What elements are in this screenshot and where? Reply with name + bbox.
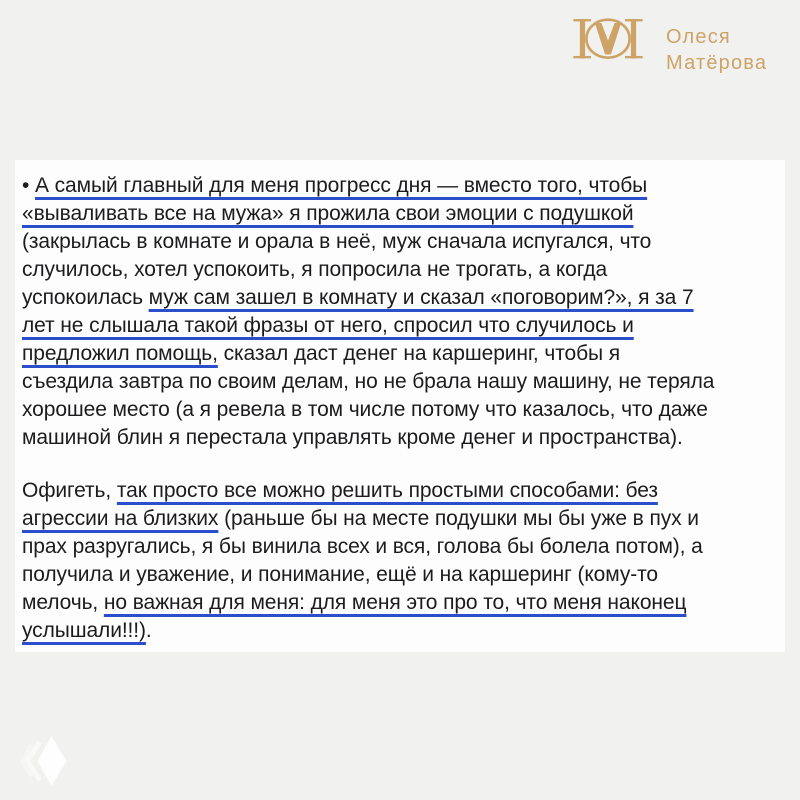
text-line — [22, 312, 780, 340]
underlined-text-segment: муж сам зашел в комнату и сказал «поговорим?», я за 7 — [148, 286, 694, 309]
text-line — [22, 561, 780, 589]
text-line — [22, 617, 780, 645]
text-segment: съездила завтра по своим делам, но не брала нашу машину, не теряла — [22, 370, 715, 393]
text-line — [22, 340, 780, 368]
text-line — [22, 589, 780, 617]
text-segment: сказал даст денег на каршеринг, чтобы я — [217, 342, 621, 365]
text-line — [22, 505, 780, 533]
text-line — [22, 228, 780, 256]
text-segment: хорошее место (а я ревела в том числе потому что казалось, что даже — [22, 398, 708, 421]
brand-name — [666, 24, 767, 76]
underlined-text-segment: А самый главный для меня прогресс дня — вместо того, чтобы — [35, 174, 648, 197]
text-line — [22, 368, 780, 396]
text-line — [22, 284, 780, 312]
text-line — [22, 256, 780, 284]
underlined-text-segment: лет не слышала такой фразы от него, спросил что случилось и — [22, 314, 634, 337]
post-text — [22, 172, 780, 645]
brand-name-line2: Матёрова — [666, 52, 768, 74]
text-line — [22, 477, 780, 505]
paragraph — [22, 477, 780, 645]
text-segment: прах разругались, я бы винила всех и вся, голова бы болела потом), а — [22, 535, 703, 558]
text-line — [22, 200, 780, 228]
underlined-text-segment: «вываливать все на мужа» я прожила свои эмоции с подушкой — [22, 202, 634, 225]
brand-monogram-icon — [572, 10, 644, 70]
text-segment: . — [145, 619, 152, 642]
text-segment: (закрылась в комнате и орала в неё, муж сначала испугался, что — [22, 230, 652, 253]
text-segment: • — [22, 174, 35, 197]
underlined-text-segment: так просто все можно решить простыми способами: без — [116, 479, 658, 502]
underlined-text-segment: услышали!!!) — [22, 619, 146, 642]
text-segment: Офигеть, — [22, 479, 117, 502]
underlined-text-segment: но важная для меня: для меня это про то, что меня наконец — [103, 591, 687, 614]
text-segment: случилось, хотел успокоить, я попросила не трогать, а когда — [22, 258, 608, 281]
paragraph — [22, 172, 780, 452]
text-line — [22, 396, 780, 424]
underlined-text-segment: предложил помощь, — [22, 342, 218, 365]
text-segment: машиной блин я перестала управлять кроме денег и пространства). — [22, 426, 683, 449]
text-segment: получила и уважение, и понимание, ещё и на каршеринг (кому-то — [22, 563, 658, 586]
brand-name-line1: Олеся — [666, 26, 731, 48]
diamond-watermark-icon — [15, 732, 73, 790]
text-segment: успокоилась — [22, 286, 149, 309]
text-segment: (раньше бы на месте подушки мы бы уже в пух и — [218, 507, 699, 530]
text-line — [22, 533, 780, 561]
text-line — [22, 424, 780, 452]
text-segment: мелочь, — [22, 591, 104, 614]
post-card — [15, 160, 785, 652]
underlined-text-segment: агрессии на близких — [22, 507, 219, 530]
text-line — [22, 172, 780, 200]
brand-header — [572, 10, 767, 76]
